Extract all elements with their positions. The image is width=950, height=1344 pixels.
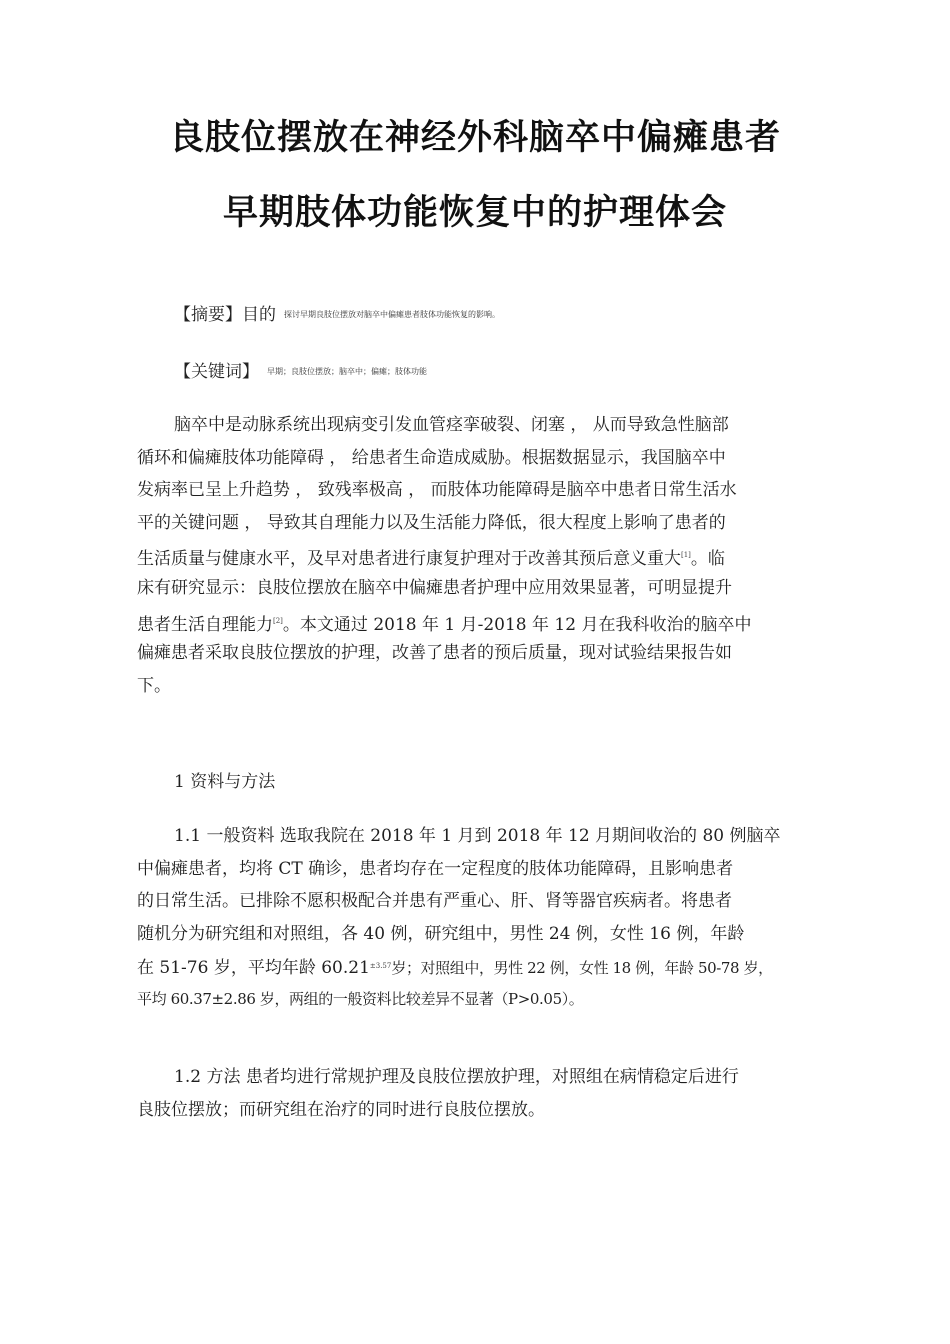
text-line [137, 605, 827, 638]
text-line [137, 539, 827, 572]
section-heading-text: 1 资料与方法 [174, 772, 276, 792]
abstract-label: 【摘要】目的 [174, 305, 276, 325]
reference-marker: [1] [681, 551, 691, 560]
title-line-1: 良肢位摆放在神经外科脑卒中偏瘫患者 [168, 118, 781, 158]
text-segment: 。本文通过 2018 年 1 月-2018 年 12 月在我科收治的脑卒中 [282, 614, 752, 635]
keywords-label: 【关键词】 [174, 362, 259, 382]
text-line: 1.2 方法 患者均进行常规护理及良肢位摆放护理，对照组在病情稳定后进行 [174, 1067, 739, 1087]
text-segment: 在 51-76 岁，平均年龄 60.21 [137, 958, 370, 979]
keywords-text: 早期；良肢位摆放；脑卒中；偏瘫；肢体功能 [267, 367, 427, 376]
text-line: 脑卒中是动脉系统出现病变引发血管痉挛破裂、闭塞 ， 从而导致急性脑部 [174, 415, 729, 435]
text-line [137, 950, 827, 983]
reference-marker: [2] [273, 616, 283, 625]
paragraph-intro [137, 409, 827, 702]
abstract [174, 300, 500, 325]
text-line: 中偏瘫患者，均将 CT 确诊，患者均存在一定程度的肢体功能障碍，且影响患者 [137, 858, 734, 879]
text-segment: 生活质量与健康水平，及早对患者进行康复护理对于改善其预后意义重大 [137, 549, 681, 570]
std-deviation: ±3.57 [369, 962, 392, 971]
keywords [174, 357, 427, 382]
abstract-text: 探讨早期良肢位摆放对脑卒中偏瘫患者肢体功能恢复的影响。 [284, 310, 500, 319]
text-segment: 岁；对照组中，男性 22 例，女性 18 例，年龄 50-78 岁， [391, 959, 773, 978]
text-line: 床有研究显示：良肢位摆放在脑卒中偏瘫患者护理中应用效果显著，可明显提升 [137, 577, 732, 598]
text-line: 平的关键问题 ， 导致其自理能力以及生活能力降低，很大程度上影响了患者的 [137, 512, 726, 533]
text-line: 良肢位摆放；而研究组在治疗的同时进行良肢位摆放。 [137, 1099, 545, 1120]
paragraph-method [137, 1061, 827, 1126]
text-line: 循环和偏瘫肢体功能障碍 ， 给患者生命造成威胁。根据数据显示，我国脑卒中 [137, 447, 726, 468]
text-segment: 。临 [690, 549, 725, 570]
title-line-2: 早期肢体功能恢复中的护理体会 [222, 193, 727, 233]
text-line: 的日常生活。已排除不愿积极配合并患有严重心、肝、肾等器官疾病者。将患者 [137, 891, 732, 912]
text-segment: 患者生活自理能力 [137, 614, 273, 635]
text-line: 偏瘫患者采取良肢位摆放的护理，改善了患者的预后质量，现对试验结果报告如 [137, 643, 732, 664]
text-line: 1.1 一般资料 选取我院在 2018 年 1 月到 2018 年 12 月期间收治的 80 例脑卒 [174, 826, 781, 846]
paragraph-general-data [137, 820, 827, 1016]
text-line: 随机分为研究组和对照组，各 40 例，研究组中，男性 24 例，女性 16 例，年龄 [137, 923, 745, 944]
text-line: 平均 60.37±2.86 岁，两组的一般资料比较差异不显著（P>0.05）。 [137, 989, 584, 1008]
text-line: 下。 [137, 675, 171, 696]
section-heading [137, 766, 827, 799]
text-line: 发病率已呈上升趋势 ， 致残率极高 ， 而肢体功能障碍是脑卒中患者日常生活水 [137, 480, 737, 501]
